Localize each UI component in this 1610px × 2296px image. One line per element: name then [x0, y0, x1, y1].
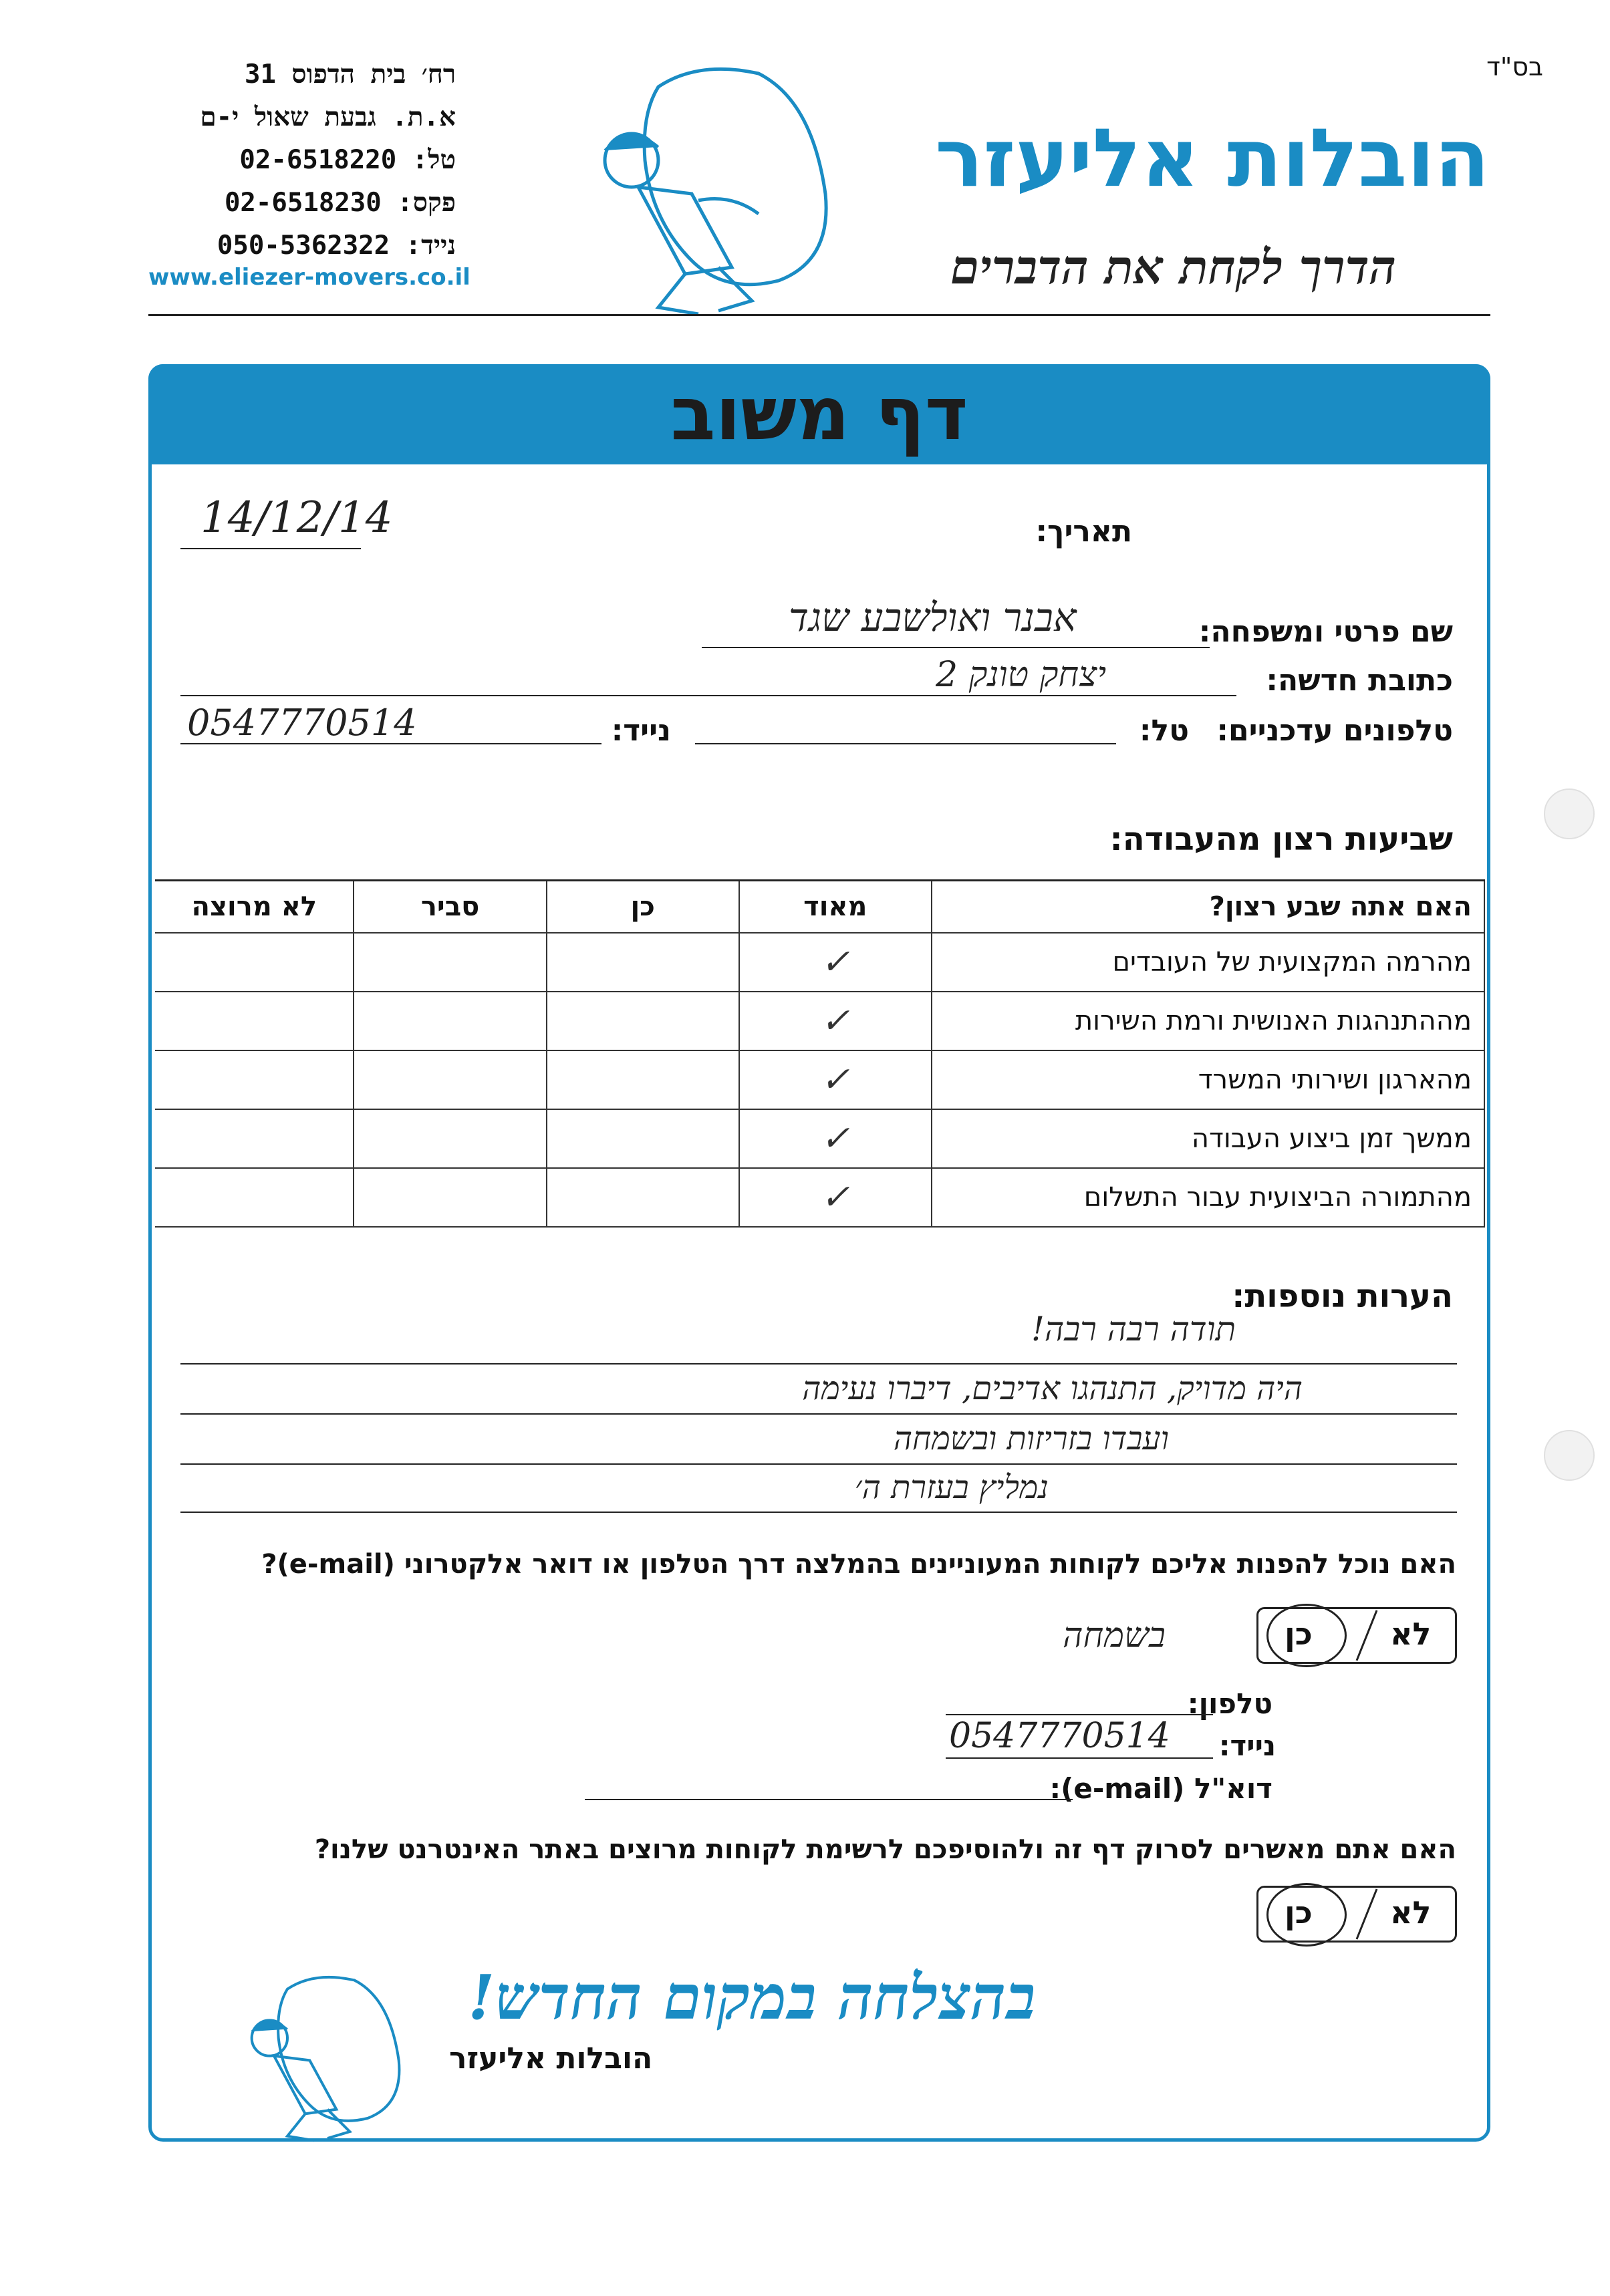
- footer-brand: הובלות אליעזר: [449, 2041, 653, 2075]
- notes-line-4: [180, 1512, 1457, 1513]
- brand-slogan: הדרך לקחת את הדברים: [950, 239, 1396, 295]
- date-value[interactable]: 14/12/14: [200, 493, 393, 543]
- phone-line: טל: 02-6518220: [239, 145, 456, 175]
- cell-unsatisfied[interactable]: [155, 1168, 354, 1227]
- cell-fair[interactable]: [354, 992, 546, 1050]
- table-row: [155, 933, 1484, 992]
- referral-email-line: [585, 1799, 1073, 1800]
- notes-line-3: [180, 1463, 1457, 1465]
- punch-hole: [1544, 1430, 1595, 1481]
- col-unsatisfied: לא מרוצה: [155, 881, 354, 934]
- col-fair: סביר: [354, 881, 546, 934]
- date-label: תאריך:: [1035, 515, 1132, 549]
- row-label: ממשך זמן ביצוע העבודה: [932, 1109, 1484, 1168]
- referral-mobile-value[interactable]: 0547770514: [949, 1716, 1170, 1756]
- tel-line: [695, 743, 1116, 744]
- cell-fair[interactable]: [354, 1109, 546, 1168]
- cell-very[interactable]: ✓: [739, 933, 932, 992]
- cell-very[interactable]: ✓: [739, 1109, 932, 1168]
- cell-unsatisfied[interactable]: [155, 933, 354, 992]
- website-link: www.eliezer-movers.co.il: [148, 264, 471, 291]
- notes-text-1[interactable]: תודה רבה רבה!: [1031, 1310, 1236, 1348]
- notes-text-2[interactable]: היה מדויק, התנהגו אדיבים, דיברו נעימה: [802, 1370, 1303, 1407]
- address-line-1: רח׳ בית הדפוס 31: [244, 59, 456, 90]
- referral-yes-option[interactable]: כן: [1285, 1616, 1313, 1652]
- cell-yes[interactable]: [547, 1168, 739, 1227]
- table-row: [155, 1109, 1484, 1168]
- address-line-2: א.ת. גבעת שאול י-ם: [200, 102, 456, 132]
- cell-very[interactable]: ✓: [739, 992, 932, 1050]
- bsd-mark: בס"ד: [1486, 52, 1543, 82]
- cell-fair[interactable]: [354, 1168, 546, 1227]
- mover-mascot-icon: [558, 60, 839, 321]
- referral-no-option[interactable]: לא: [1390, 1616, 1432, 1652]
- notes-line-1: [180, 1363, 1457, 1365]
- col-very: מאוד: [739, 881, 932, 934]
- cell-yes[interactable]: [547, 992, 739, 1050]
- punch-hole: [1544, 788, 1595, 839]
- form-title: דף משוב: [670, 371, 968, 456]
- fax-line: פקס: 02-6518230: [224, 188, 456, 218]
- table-header-row: [155, 881, 1484, 934]
- name-label: שם פרטי ומשפחה:: [1198, 615, 1453, 649]
- referral-question: האם נוכל להפנות אליכם לקוחות המעוניינים בהמלצה דרך הטלפון או דואר אלקטרוני (e-mail)?: [261, 1549, 1456, 1580]
- tel-label: טל:: [1139, 714, 1189, 748]
- new-address-label: כתובת חדשה:: [1266, 664, 1453, 698]
- header-divider: [148, 314, 1490, 316]
- cell-yes[interactable]: [547, 1050, 739, 1109]
- name-line: [702, 647, 1210, 648]
- mobile-line: נייד: 050-5362322: [217, 231, 456, 261]
- new-address-value[interactable]: יצחק טונק 2: [936, 655, 1107, 695]
- mobile-value[interactable]: 0547770514: [187, 702, 417, 744]
- table-row: [155, 1050, 1484, 1109]
- date-line: [180, 548, 361, 549]
- cell-very[interactable]: ✓: [739, 1050, 932, 1109]
- consent-yes-option[interactable]: כן: [1285, 1894, 1313, 1930]
- brand-name: הובלות אליעזר: [935, 112, 1490, 205]
- referral-phone-label: טלפון:: [1187, 1687, 1272, 1720]
- cell-fair[interactable]: [354, 933, 546, 992]
- notes-heading: הערות נוספות:: [1232, 1278, 1453, 1315]
- col-question: האם אתה שבע רצון?: [932, 881, 1484, 934]
- consent-question: האם אתם מאשרים לסרוק דף זה ולהוסיפכם לרשימת לקוחות מרוצים באתר האינטרנט שלנו?: [314, 1834, 1456, 1865]
- referral-mobile-label: נייד:: [1218, 1729, 1276, 1762]
- satisfaction-table: [155, 879, 1485, 1228]
- referral-handwritten[interactable]: בשמחה: [1063, 1616, 1166, 1656]
- mover-mascot-icon: [221, 1971, 408, 2145]
- notes-line-2: [180, 1413, 1457, 1415]
- mobile-label: נייד:: [611, 714, 671, 748]
- referral-mobile-line: [946, 1757, 1213, 1759]
- cell-fair[interactable]: [354, 1050, 546, 1109]
- cell-unsatisfied[interactable]: [155, 1109, 354, 1168]
- consent-no-option[interactable]: לא: [1390, 1894, 1432, 1930]
- referral-phone-line: [946, 1714, 1213, 1715]
- row-label: מהתמורה הביצועית עבור התשלום: [932, 1168, 1484, 1227]
- phones-label: טלפונים עדכניים:: [1216, 714, 1453, 748]
- cell-yes[interactable]: [547, 933, 739, 992]
- footer-slogan: בהצלחה במקום החדש!: [468, 1961, 1036, 2033]
- cell-unsatisfied[interactable]: [155, 992, 354, 1050]
- row-label: מהרמה המקצועית של העובדים: [932, 933, 1484, 992]
- cell-unsatisfied[interactable]: [155, 1050, 354, 1109]
- notes-text-4[interactable]: נמליץ בעזרת ה׳: [854, 1469, 1049, 1506]
- table-row: [155, 1168, 1484, 1227]
- satisfaction-heading: שביעות רצון מהעבודה:: [1109, 821, 1453, 858]
- row-label: מהארגון ושירותי המשרד: [932, 1050, 1484, 1109]
- cell-yes[interactable]: [547, 1109, 739, 1168]
- row-label: מההתנהגות האנושית ורמת השירות: [932, 992, 1484, 1050]
- name-value[interactable]: אבנר ואולשבע שגד: [789, 595, 1077, 640]
- cell-very[interactable]: ✓: [739, 1168, 932, 1227]
- divider-slash: [1353, 1886, 1380, 1943]
- notes-text-3[interactable]: ועבדו בזריזות ובשמחה: [893, 1420, 1169, 1457]
- divider-slash: [1353, 1607, 1380, 1664]
- referral-email-label: דוא"ל (e-mail):: [1049, 1772, 1272, 1805]
- new-address-line: [180, 695, 1236, 696]
- company-address-block: [148, 53, 456, 267]
- col-yes: כן: [547, 881, 739, 934]
- table-row: [155, 992, 1484, 1050]
